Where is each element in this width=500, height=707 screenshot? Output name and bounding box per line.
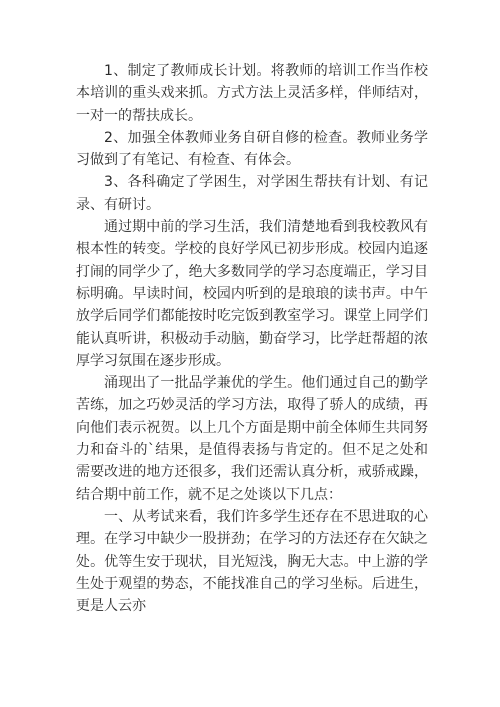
document-body xyxy=(76,60,428,617)
paragraph-2: 2、加强全体教师业务自研自修的检查。教师业务学习做到了有笔记、有检查、有体会。 xyxy=(76,129,428,169)
paragraph-4: 通过期中前的学习生活，我们清楚地看到我校教风有根本性的转变。学校的良好学风已初步形成。校园内追逐打闹的同学少了，绝大多数同学的学习态度端正，学习目标明确。早读时间，校园内听到的是琅琅的读书声。中午放学后同学们都能按时吃完饭到教室学习。课堂上同学们能认真听讲，积极动手动脑，勤奋学习，比学赶帮超的浓厚学习氛围在逐步形成。 xyxy=(76,219,428,369)
paragraph-6: 一、从考试来看，我们许多学生还存在不思进取的心理。在学习中缺少一股拼劲；在学习的方法还存在欠缺之处。优等生安于现状，目光短浅，胸无大志。中上游的学生处于观望的势态，不能找准自己的学习坐标。后进生，更是人云亦 xyxy=(76,508,428,615)
paragraph-5: 涌现出了一批品学兼优的学生。他们通过自己的勤学苦练，加之巧妙灵活的学习方法，取得了骄人的成绩，再向他们表示祝贺。以上几个方面是期中前全体师生共同努力和奋斗的`结果，是值得表扬与肯定的。但不足之处和需要改进的地方还很多，我们还需认真分析，戒骄戒躁，结合期中前工作，就不足之处谈以下几点： xyxy=(76,375,428,503)
paragraph-1: 1、制定了教师成长计划。将教师的培训工作当作校本培训的重头戏来抓。方式方法上灵活多样，伴师结对，一对一的帮扶成长。 xyxy=(76,63,428,124)
paragraph-3: 3、各科确定了学困生，对学困生帮扶有计划、有记录、有研讨。 xyxy=(76,174,428,213)
